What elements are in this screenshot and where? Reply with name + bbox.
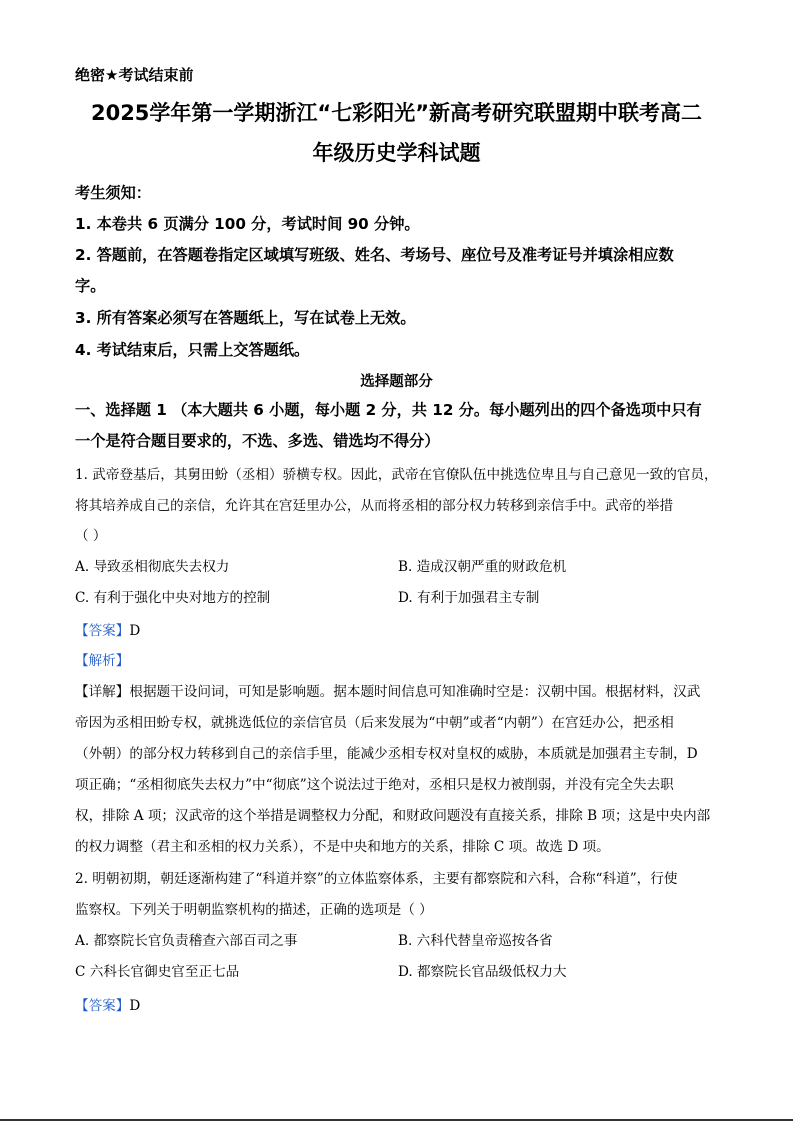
answer-tag: 【答案】 bbox=[75, 623, 130, 639]
q2-option-c: C 六科长官御史官至正七品 bbox=[75, 964, 240, 980]
part-title: 选择题部分 bbox=[360, 374, 433, 390]
q2-option-a: A. 都察院长官负责稽查六部百司之事 bbox=[75, 933, 298, 949]
analysis-tag: 【解析】 bbox=[75, 653, 130, 669]
q1-detail-line5: 权，排除 A 项；汉武帝的这个举措是调整权力分配，和财政问题没有直接关系，排除 B 项；这是中央内部 bbox=[75, 808, 711, 824]
q2-option-d: D. 都察院长官品级低权力大 bbox=[398, 964, 567, 980]
q1-option-d: D. 有利于加强君主专制 bbox=[398, 590, 540, 606]
q2-stem-line1: 2. 明朝初期，朝廷逐渐构建了“科道并察”的立体监察体系，主要有都察院和六科，合称“科道”，行使 bbox=[75, 871, 678, 887]
q1-detail-line6: 的权力调整（君主和丞相的权力关系），不是中央和地方的关系，排除 C 项。故选 D 项。 bbox=[75, 839, 610, 855]
answer-value: D bbox=[129, 623, 141, 639]
q2-option-b: B. 六科代替皇帝巡按各省 bbox=[398, 933, 553, 949]
detail-text: 根据题干设问词，可知是影响题。据本题时间信息可知准确时空是：汉朝中国。根据材料，汉武 bbox=[129, 684, 701, 700]
q1-stem-line1: 1. 武帝登基后，其舅田蚡（丞相）骄横专权。因此，武帝在官僚队伍中挑选位卑且与自己意见一致的官员， bbox=[75, 467, 718, 483]
q1-detail-line4: 项正确；“丞相彻底失去权力”中“彻底”这个说法过于绝对，丞相只是权力被削弱，并没有完全失去职 bbox=[75, 777, 674, 793]
notice-item-4: 4. 考试结束后，只需上交答题纸。 bbox=[75, 341, 310, 359]
notice-item-1: 1. 本卷共 6 页满分 100 分，考试时间 90 分钟。 bbox=[75, 215, 420, 233]
section-heading-cont: 一个是符合题目要求的，不选、多选、错选均不得分） bbox=[75, 432, 440, 450]
exam-title-line1: 2025学年第一学期浙江“七彩阳光”新高考研究联盟期中联考高二 bbox=[90, 101, 703, 125]
detail-tag: 【详解】 bbox=[75, 684, 130, 700]
q1-option-a: A. 导致丞相彻底失去权力 bbox=[75, 559, 230, 575]
exam-title-line2: 年级历史学科试题 bbox=[312, 141, 481, 165]
q1-analysis-tag bbox=[75, 649, 129, 669]
q1-option-c: C. 有利于强化中央对地方的控制 bbox=[75, 590, 271, 606]
q1-stem-line3: （ ） bbox=[75, 528, 107, 544]
q1-answer bbox=[75, 619, 140, 639]
notice-heading: 考生须知： bbox=[75, 184, 151, 202]
confidential-mark: 绝密★考试结束前 bbox=[75, 66, 194, 84]
q1-stem-line2: 将其培养成自己的亲信，允许其在宫廷里办公，从而将丞相的部分权力转移到亲信手中。武帝的举措 bbox=[75, 498, 674, 514]
notice-item-2-cont: 字。 bbox=[75, 277, 106, 295]
q1-detail-line1 bbox=[75, 680, 700, 700]
notice-item-3: 3. 所有答案必须写在答题纸上，写在试卷上无效。 bbox=[75, 309, 416, 327]
q2-stem-line2: 监察权。下列关于明朝监察机构的描述，正确的选项是（ ） bbox=[75, 902, 433, 918]
q1-detail-line3: （外朝）的部分权力转移到自己的亲信手里，能减少丞相专权对皇权的威胁，本质就是加强君主专制，D bbox=[75, 746, 698, 762]
answer-tag: 【答案】 bbox=[75, 998, 130, 1014]
q2-answer bbox=[75, 994, 140, 1014]
bottom-divider bbox=[0, 1119, 793, 1121]
q1-detail-line2: 帝因为丞相田蚡专权，就挑选低位的亲信官员（后来发展为“中朝”或者“内朝”）在宫廷办公，把丞相 bbox=[75, 715, 674, 731]
answer-value: D bbox=[129, 998, 141, 1014]
section-heading: 一、选择题 1 （本大题共 6 小题，每小题 2 分，共 12 分。每小题列出的四个备选项中只有 bbox=[75, 401, 702, 419]
notice-item-2: 2. 答题前，在答题卷指定区域填写班级、姓名、考场号、座位号及准考证号并填涂相应数 bbox=[75, 246, 674, 264]
q1-option-b: B. 造成汉朝严重的财政危机 bbox=[398, 559, 567, 575]
